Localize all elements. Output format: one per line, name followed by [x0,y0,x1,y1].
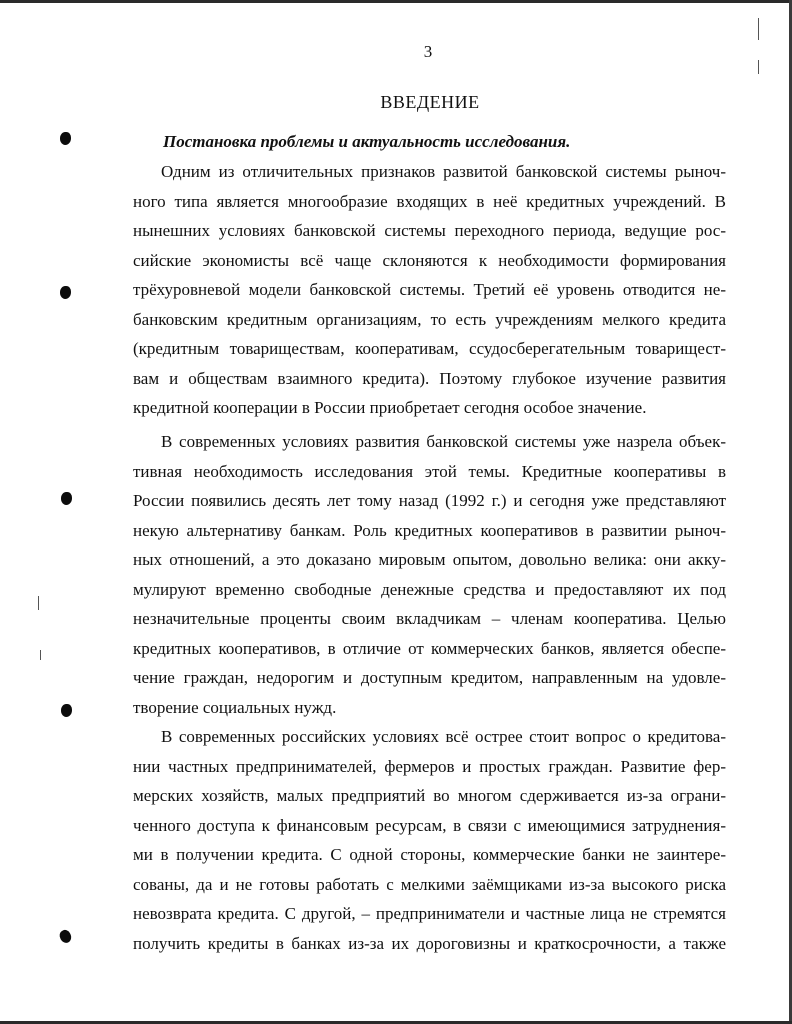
text-line: кредитной кооперации в России приобретает сегодня особое значение. [133,398,647,417]
text-line: ных отношений, а это доказано мировым опытом, довольно велика: они акку- [133,550,726,569]
text-line: получить кредиты в банках из-за их дороговизны и краткосрочности, а также [133,933,726,953]
page-title: ВВЕДЕНИЕ [380,92,480,112]
text-line: мерских хозяйств, малых предприятий во многом сдерживается из-за ограни- [133,786,726,805]
section-title: Постановка проблемы и актуальность исследования. [163,132,571,151]
text-line: нынешних условиях банковской системы переходного периода, ведущие рос- [133,221,726,240]
text-line: ного типа является многообразие входящих в неё кредитных учреждений. В [133,191,726,211]
text-line: Одним из отличительных признаков развитой банковской системы рыноч- [161,162,726,181]
scan-edge-top [0,0,792,3]
punch-hole-icon [61,492,72,505]
text-line: России появились десять лет тому назад (1992 г.) и сегодня уже представляют [133,491,726,510]
text-line: трёхуровневой модели банковской системы. Третий её уровень отводится не- [133,280,726,299]
text-line: В современных условиях развития банковской системы уже назрела объек- [161,432,726,451]
scan-mark [38,596,39,610]
text-line: ченного доступа к финансовым ресурсам, в связи с имеющимися затруднения- [133,815,726,835]
text-line: банковским кредитным организациям, то есть учреждениям мелкого кредита [133,309,726,329]
scan-mark [758,18,759,40]
text-line: мулируют временно свободные денежные средства и предоставляют их под [133,579,726,599]
scan-mark [758,60,759,74]
page-number: 3 [423,42,433,61]
text-line: невозврата кредита. С другой, – предприниматели и частные лица не стремятся [133,904,726,923]
punch-hole-icon [61,704,72,717]
punch-hole-icon [60,132,71,145]
text-line: кредитных кооперативов, в отличие от коммерческих банков, является обеспе- [133,638,726,658]
text-line: чение граждан, недорогим и доступным кредитом, направленным на удовле- [133,668,726,687]
text-line: творение социальных нужд. [133,697,337,717]
paragraph-2 [133,427,726,722]
punch-hole-icon [57,928,73,945]
scan-mark [40,650,41,660]
text-line: некую альтернативу банкам. Роль кредитных кооперативов в развитии рыноч- [133,520,726,540]
text-line: сийские экономисты всё чаще склоняются к необходимости формирования [133,250,726,270]
paragraph-1 [133,157,726,423]
punch-hole-icon [60,286,71,299]
text-line: (кредитным товариществам, кооперативам, ссудосберегательным товарищест- [133,339,726,358]
text-line: незначительные проценты своим вкладчикам – членам кооператива. Целью [133,609,726,628]
text-line: тивная необходимость исследования этой темы. Кредитные кооперативы в [133,461,726,481]
text-line: вам и обществам взаимного кредита). Поэтому глубокое изучение развития [133,368,726,388]
text-line: В современных российских условиях всё острее стоит вопрос о кредитова- [161,727,726,746]
paragraph-3 [133,722,726,958]
text-line: ми в получении кредита. С одной стороны, коммерческие банки не заинтере- [133,845,726,864]
text-line: сованы, да и не готовы работать с мелкими заёмщиками из-за высокого риска [133,874,726,894]
text-line: нии частных предпринимателей, фермеров и простых граждан. Развитие фер- [133,756,726,776]
